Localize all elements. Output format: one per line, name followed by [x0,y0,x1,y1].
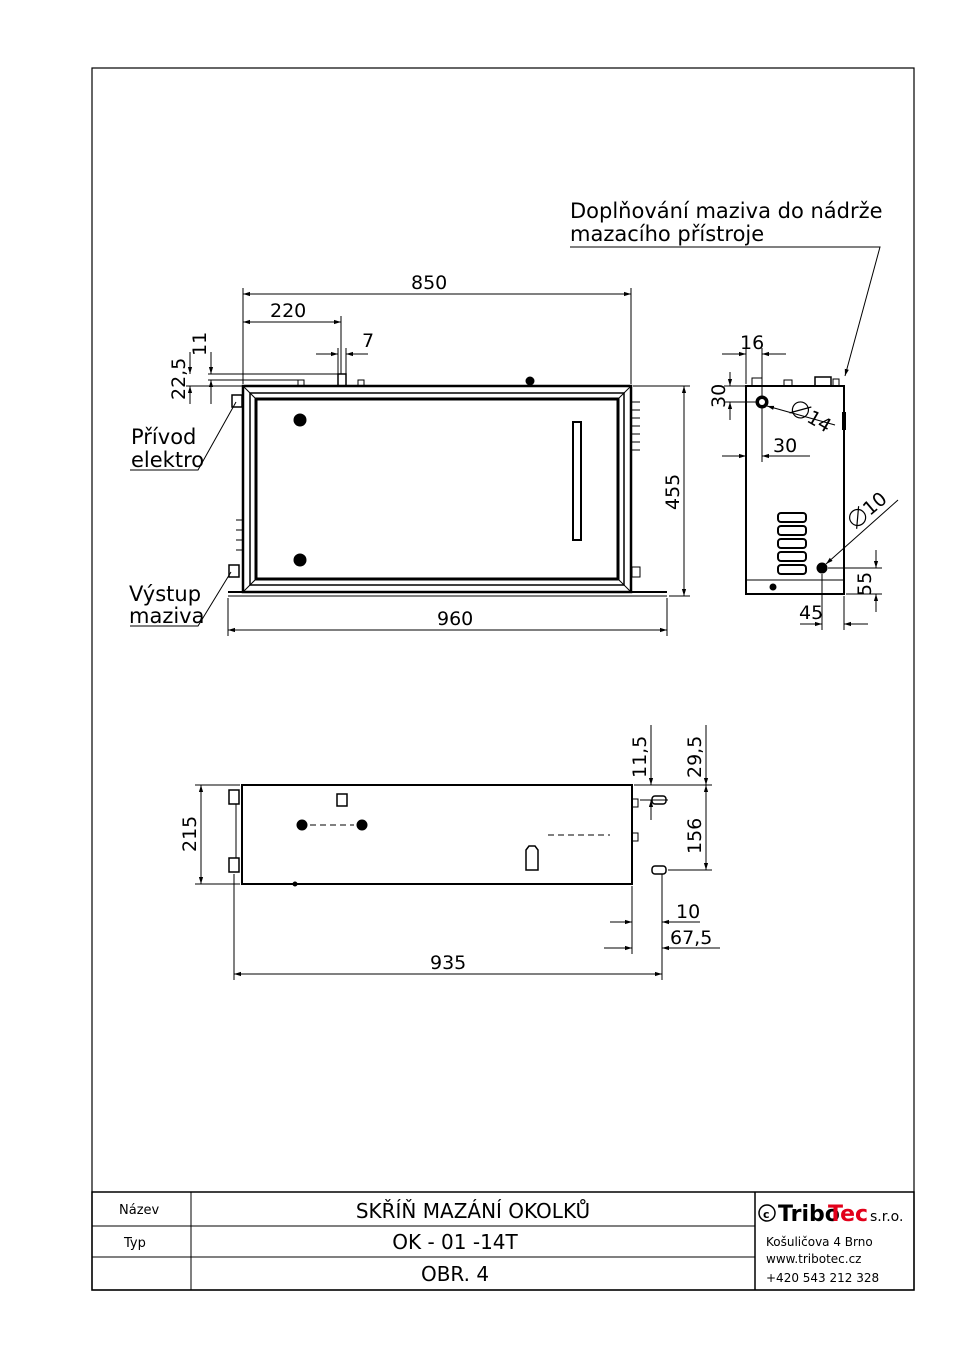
brand-tec: Tec [828,1202,869,1227]
dim-220: 220 [270,300,307,322]
company-address: Košuličova 4 Brno [766,1235,873,1249]
dim-455: 455 [662,473,684,510]
dim-11: 11 [189,331,211,356]
power-label-line2: elektro [131,448,205,472]
dim-phi10-value: 10 [858,487,892,521]
top-note-line1: Doplňování maziva do nádrže [570,199,883,223]
dim-935: 935 [430,952,467,974]
power-label-line1: Přívod [131,425,197,449]
drawing-figure: OBR. 4 [420,1262,490,1286]
tribotec-logo [759,1202,903,1227]
brand-tribo: Tribo [778,1202,840,1227]
side-view [746,377,846,594]
dim-phi14 [788,397,836,437]
drawing-name: SKŘÍŇ MAZÁNÍ OKOLKŮ [355,1199,591,1223]
svg-text:c: c [763,1208,770,1221]
brand-suffix: s.r.o. [870,1209,904,1225]
title-block-label-name: Název [119,1203,160,1218]
dim-55: 55 [854,571,876,596]
dim-16: 16 [740,332,765,354]
dim-29-5: 29,5 [684,735,706,778]
front-view [228,374,667,596]
dim-11-5: 11,5 [629,735,651,778]
dim-phi10 [845,488,891,532]
top-note-line2: mazacího přístroje [570,222,765,246]
output-label-line2: maziva [129,604,205,628]
dim-phi14-value: 14 [803,406,836,438]
company-web: www.tribotec.cz [766,1252,862,1266]
dim-7: 7 [362,330,375,352]
company-phone: +420 543 212 328 [766,1271,880,1285]
bottom-view [229,785,666,886]
dim-156: 156 [684,817,706,854]
dim-215: 215 [179,815,201,852]
title-block-label-type: Typ [124,1236,146,1251]
drawing-frame [92,68,914,1290]
drawing-type: OK - 01 -14T [392,1230,518,1254]
dim-960: 960 [437,608,474,630]
dim-30-vertical: 30 [708,383,730,408]
dim-45: 45 [799,602,824,624]
dim-22-5: 22,5 [168,357,190,400]
dim-30-horizontal: 30 [773,435,798,457]
dim-10: 10 [676,901,701,923]
dim-850: 850 [411,272,448,294]
dim-67-5: 67,5 [670,927,713,949]
output-label-line1: Výstup [129,582,202,606]
